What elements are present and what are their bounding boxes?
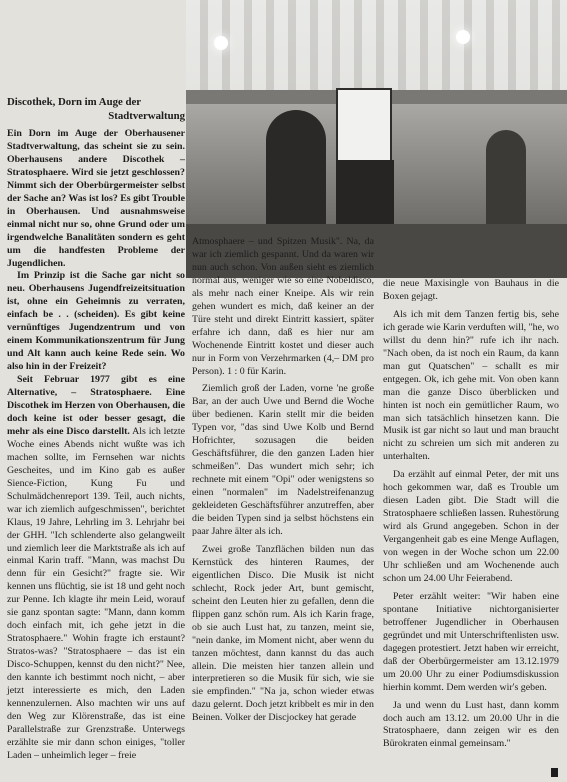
article-paragraph: Im Prinzip ist die Sache gar nicht so neu. Oberhausens Jugendfreizeitsituation ist, ohne ein Geheimnis zu verraten, einfach be . . (scheiden). Es gibt keine vernünftiges Jugendzentrum und von einem Kommunikationszentrum für Jung und Alt kann auch keine Rede sein. Wo also hin in der Freizeit? xyxy=(7,270,185,373)
article-paragraph: die neue Maxisingle von Bauhaus in die Boxen gejagt. xyxy=(383,278,559,302)
article-paragraph-text: Als ich letzte Woche eines Abends nicht wußte was ich machen sollte, im Fernsehen war nichts Gescheites, und im Kino gab es außer Sience-Fiction, Kung Fu und Schulmädchenreport 139. Teil, auch nichts, war ich ziemlich aufgeschmissen", berichtet Klaus, 19 Jahre, Lehrling im 3. Lehrjahr bei der GHH. "Ich schlenderte also gelangweilt und ziemlich leer die Marktstraße als ich auf einmal Karin traff. "Mann, was machst Du denn für ein Gesicht?" fragte sie. Wir kennen uns flüchtig, sie ist 18 und geht noch zur Penne. Ich klagte ihr mein Leid, worauf sie ganz spontan sagte: "Mann, dann komm doch einfach mit, ich gehe jetzt in die Stratosphaere." Wohin fragte ich erstaunt? Stratos-was? "Stratosphaere – das ist ein Disco-Schuppen, kennst du den nicht?" Nee, den kannte ich bestimmt noch nicht, – aber jetzt interessierte es mich, den Laden kennenzulernen. Also machten wir uns auf den Weg zur Klörenstraße, das ist eine Parallelstraße zur Grenzstraße. Unterwegs erzählte sie mir dann schon einiges, "toller Laden – unheimlich leger – freie xyxy=(7,425,185,761)
article-paragraph: Zwei große Tanzflächen bilden nun das Kernstück des hinteren Raumes, der eigentlichen Disco. Die Musik ist nicht schlecht, Rock jeder Art, bunt gemischt, scheint den Leuten hier zu gefallen, denn die flippen ganz schön rum. Als ich Karin frage, ob sie auch Lust hat, zu tanzen, meint sie, "nein danke, im Moment nicht, aber wenn du tanzen möchtest, dann kannst du das auch allein. Die meisten hier tanzen allein und interpretieren so die Musik für sich, wie sie sie empfinden." "Na ja, schon wieder etwas dazu gelernt. Doch jetzt kribbelt es mir in den Beinen. Volker der Discjockey hat gerade xyxy=(192,543,374,724)
article-column-3 xyxy=(383,278,559,751)
article-title-line-2: Stadtverwaltung xyxy=(108,109,185,122)
article-paragraph: Da erzählt auf einmal Peter, der mit uns hoch gekommen war, daß es Trouble um diesen Laden gibt. Die Stadt will die Stratosphaere schließen lassen. Ruhestörung wird als Grund angegeben. Schon in der Vergangenheit gab es eine Menge Auflagen, von wegen in der Woche schon um 22.00 Uhr schließen und am Wochenende auch schon um 24.00 Uhr Feierabend. xyxy=(383,469,559,584)
article-paragraph: Peter erzählt weiter: "Wir haben eine spontane Initiative nichtorganisierter betroffener Jugendlicher in Oberhausen gegründet und mit Unterschriftenlisten usw. dagegen protestiert. Jetzt haben wir erreicht, daß der Oberbürgermeister am 13.12.1979 um 20.00 Uhr zu einer Podiumsdiskussion hierhin kommt. Dem werden wir's geben. xyxy=(383,590,559,693)
photo-ceiling xyxy=(186,0,567,95)
article-column-1 xyxy=(7,96,185,763)
article-column-2 xyxy=(192,236,374,725)
article-paragraph-bold: Seit Februar 1977 gibt es eine Alternative, – Stratosphaere. Eine Discothek im Herzen von Oberhausen, die doch keine ist oder besser gesagt, die mehr als eine Disco darstellt. xyxy=(7,374,185,437)
article-paragraph xyxy=(7,374,185,763)
article-lead: Ein Dorn im Auge der Oberhausener Stadtverwaltung, das scheint sie zu sein. Oberhausens andere Discothek – Stratosphaere. Wird sie jetzt geschlossen? Nimmt sich der Oberbürgermeister selbst der Sache an? Was ist los? Es gibt Trouble in Oberhausen. Und ausnahmsweise einmal nicht nur so, ohne Grund oder um irgendwelche Banalitäten sondern es geht um die handfesten Probleme der Jugendlichen. xyxy=(7,128,185,269)
article-title-line-1: Discothek, Dorn im Auge der xyxy=(7,96,142,108)
end-mark xyxy=(551,768,558,777)
article-title xyxy=(7,96,185,123)
article-paragraph: Ja und wenn du Lust hast, dann komm doch auch am 13.12. um 20.00 Uhr in die Stratosphaere, dann zeigen wir es den Bürokraten einmal gemeinsam." xyxy=(383,699,559,750)
photo-dj-booth xyxy=(336,88,392,162)
article-paragraph: Ziemlich groß der Laden, vorne 'ne große Bar, an der auch Uwe und Bernd die Woche über bedienen. Karin stellt mir die beiden Typen vor, "das sind Uwe Kolb und Bernd Hofrichter, sozusagen die beiden Geschäftsführer, die den ganzen Laden hier schmeißen". Das wundert mich sehr; ich rechnete mit einem "Opi" oder wenigstens so einen "normalen" im Nadelstreifenanzug gekleideten Geschäftsführer anzutreffen, aber die beiden Typen sind ja selbst höchstens ein paar Jahre älter als ich. xyxy=(192,383,374,537)
article-paragraph: Atmosphaere – und Spitzen Musik". Na, da war ich ziemlich gespannt. Und da waren wir nun auch schon. Von außen sieht es ziemlich normal aus, weniger wie so eine Nobeldisco, als mehr nach einer Kneipe. Als wir rein gehen wundert es mich, daß keiner an der Türe steht und direkt Eintritt kassiert, später erfahre ich dann, daß es hier nur am Wochenende Eintritt kostet und dieser auch nur in Form von Verzehrmarken (4,– DM pro Person). 1 : 0 für Karin. xyxy=(192,236,374,377)
photo-light xyxy=(456,30,470,44)
article-paragraph: Als ich mit dem Tanzen fertig bis, sehe ich gerade wie Karin verduften will, "he, wo willst du denn hin?" rufe ich ihr nach. "Nach oben, da ist noch ein Raum, da kann man gut Quatschen" – schallt es mir entgegen. Ok, ich gehe mit. Von oben kann man die ganze Disco überblicken und hinten ist noch ein gemütlicher Raum, wo man sich tatsächlich hinsetzen kann. Die Musik ist gar nicht so laut und man braucht nicht zu schreien um sich mit anderen zu unterhalten. xyxy=(383,308,559,463)
photo-light xyxy=(214,36,228,50)
